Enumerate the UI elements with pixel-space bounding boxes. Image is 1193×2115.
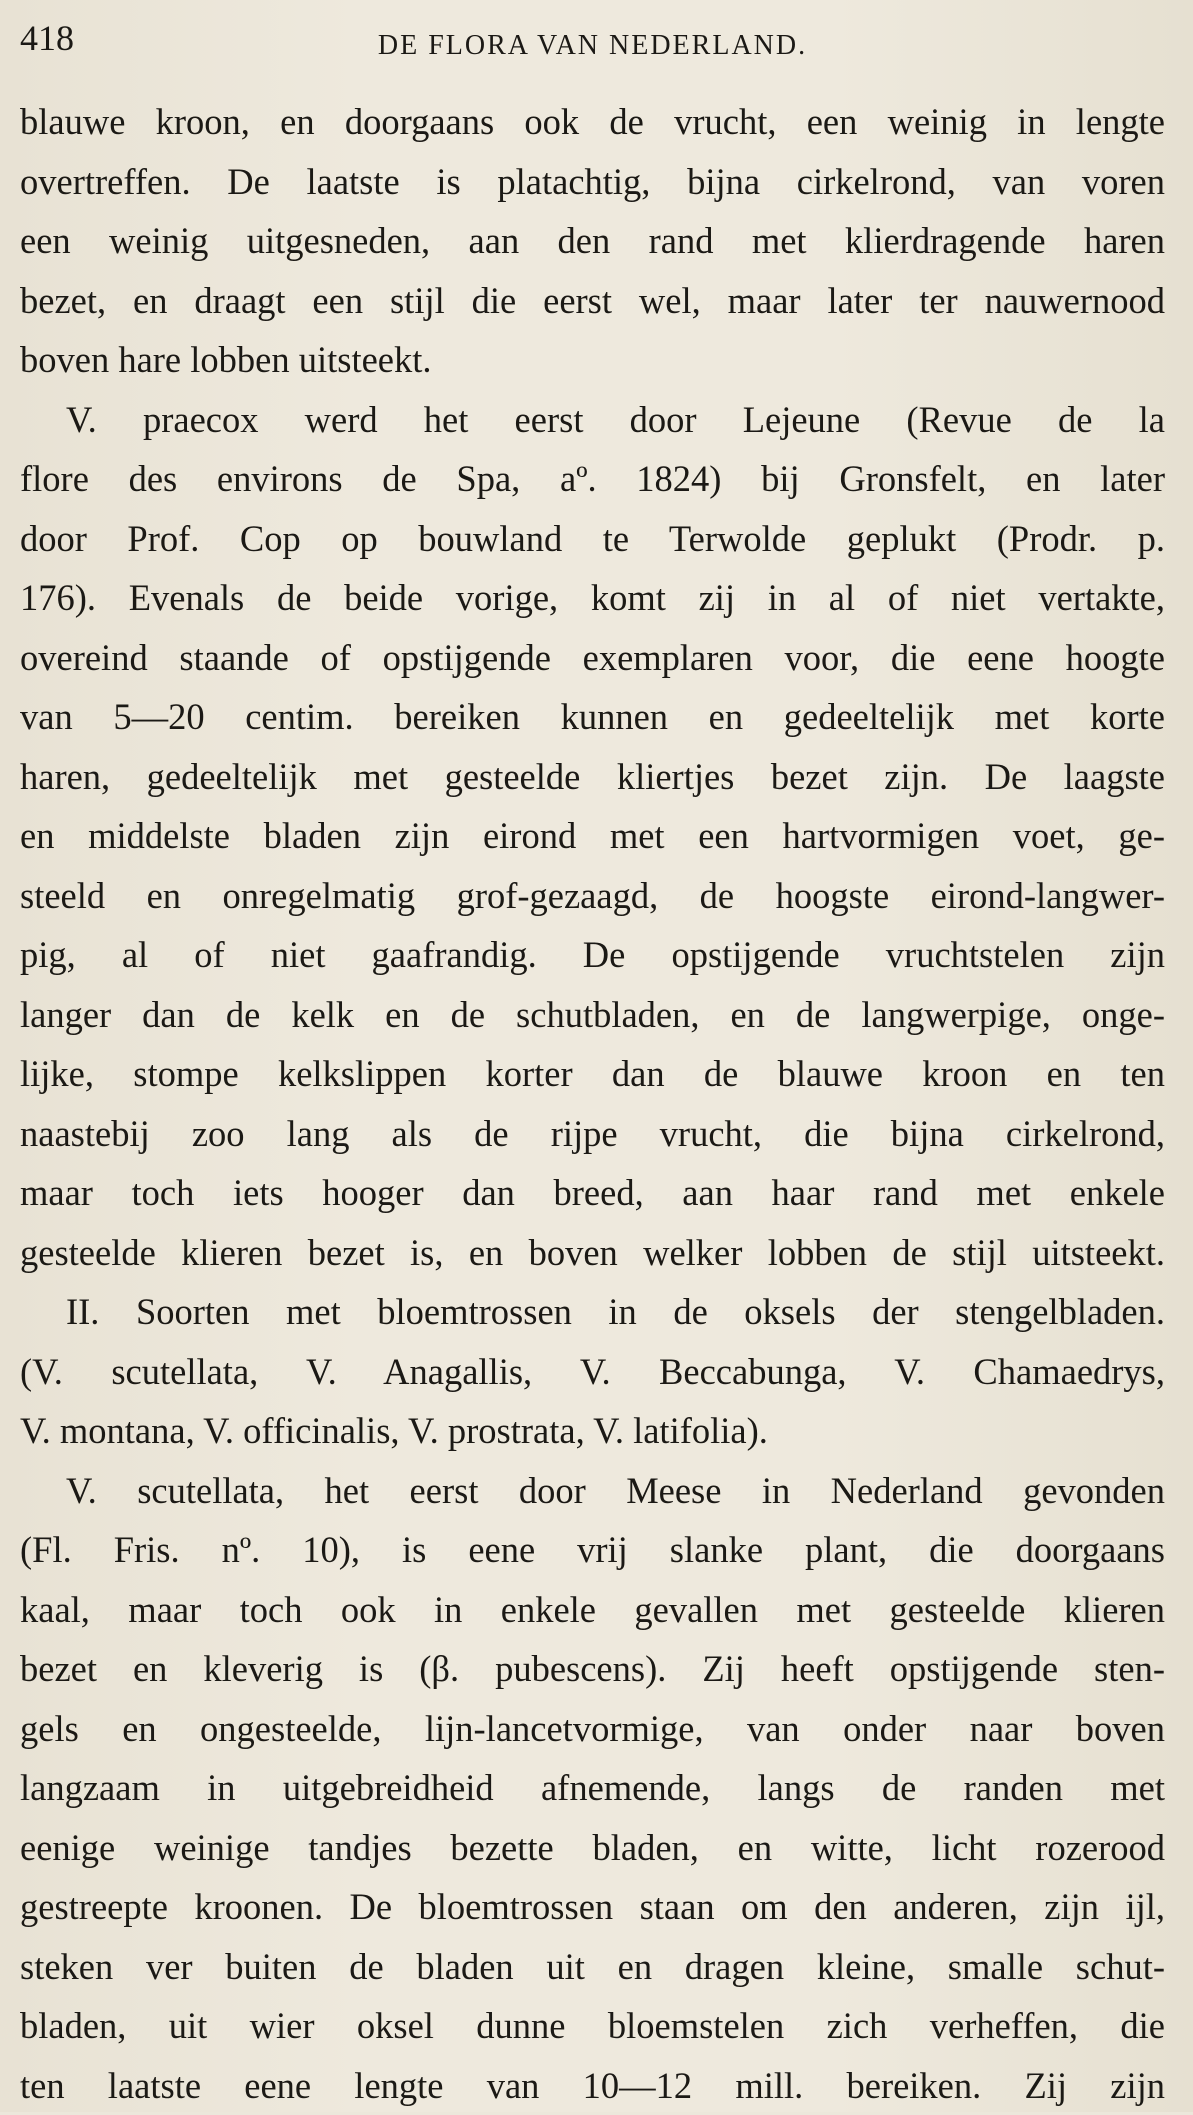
text-line: langzaam in uitgebreidheid afnemende, langs de randen met [20, 1758, 1165, 1818]
text-line: steken ver buiten de bladen uit en dragen kleine, smalle schut- [20, 1937, 1165, 1997]
text-line: flore des environs de Spa, aº. 1824) bij Gronsfelt, en later [20, 449, 1165, 509]
text-line: bladen, uit wier oksel dunne bloemstelen zich verheffen, die [20, 1996, 1165, 2056]
text-line: eenige weinige tandjes bezette bladen, en witte, licht rozerood [20, 1818, 1165, 1878]
text-line: overeind staande of opstijgende exemplaren voor, die eene hoogte [20, 628, 1165, 688]
text-line: (Fl. Fris. nº. 10), is eene vrij slanke plant, die doorgaans [20, 1520, 1165, 1580]
text-line: steeld en onregelmatig grof-gezaagd, de hoogste eirond-langwer- [20, 866, 1165, 926]
text-line: V. scutellata, het eerst door Meese in Nederland gevonden [20, 1461, 1165, 1521]
text-line: 176). Evenals de beide vorige, komt zij in al of niet vertakte, [20, 568, 1165, 628]
text-line: langer dan de kelk en de schutbladen, en de langwerpige, onge- [20, 985, 1165, 1045]
text-line: een weinig uitgesneden, aan den rand met klierdragende haren [20, 211, 1165, 271]
text-line: gesteelde klieren bezet is, en boven welker lobben de stijl uitsteekt. [20, 1223, 1165, 1283]
text-line: blauwe kroon, en doorgaans ook de vrucht, een weinig in lengte [20, 92, 1165, 152]
text-line: bezet, en draagt een stijl die eerst wel, maar later ter nauwernood [20, 271, 1165, 331]
text-line: haren, gedeeltelijk met gesteelde kliertjes bezet zijn. De laagste [20, 747, 1165, 807]
text-line: overtreffen. De laatste is platachtig, bijna cirkelrond, van voren [20, 152, 1165, 212]
text-line: naastebij zoo lang als de rijpe vrucht, die bijna cirkelrond, [20, 1104, 1165, 1164]
text-line: II. Soorten met bloemtrossen in de oksels der stengelbladen. [20, 1282, 1165, 1342]
text-line: bezet en kleverig is (β. pubescens). Zij heeft opstijgende sten- [20, 1639, 1165, 1699]
running-head [20, 20, 1165, 92]
text-line: boven hare lobben uitsteekt. [20, 330, 1165, 390]
text-line: (V. scutellata, V. Anagallis, V. Beccabunga, V. Chamaedrys, [20, 1342, 1165, 1402]
page-number: 418 [20, 20, 74, 56]
text-line: lijke, stompe kelkslippen korter dan de blauwe kroon en ten [20, 1044, 1165, 1104]
text-line: maar toch iets hooger dan breed, aan haar rand met enkele [20, 1163, 1165, 1223]
text-line: kaal, maar toch ook in enkele gevallen met gesteelde klieren [20, 1580, 1165, 1640]
text-line: gestreepte kroonen. De bloemtrossen staan om den anderen, zijn ijl, [20, 1877, 1165, 1937]
text-line: pig, al of niet gaafrandig. De opstijgende vruchtstelen zijn [20, 925, 1165, 985]
text-line: ten laatste eene lengte van 10—12 mill. bereiken. Zij zijn [20, 2056, 1165, 2115]
text-line: en middelste bladen zijn eirond met een hartvormigen voet, ge- [20, 806, 1165, 866]
text-line: door Prof. Cop op bouwland te Terwolde geplukt (Prodr. p. [20, 509, 1165, 569]
text-line: gels en ongesteelde, lijn-lancetvormige, van onder naar boven [20, 1699, 1165, 1759]
text-line: V. montana, V. officinalis, V. prostrata, V. latifolia). [20, 1401, 1165, 1461]
body-text [20, 92, 1165, 2115]
text-line: van 5—20 centim. bereiken kunnen en gedeeltelijk met korte [20, 687, 1165, 747]
running-title: DE FLORA VAN NEDERLAND. [20, 30, 1165, 62]
text-line: V. praecox werd het eerst door Lejeune (Revue de la [20, 390, 1165, 450]
